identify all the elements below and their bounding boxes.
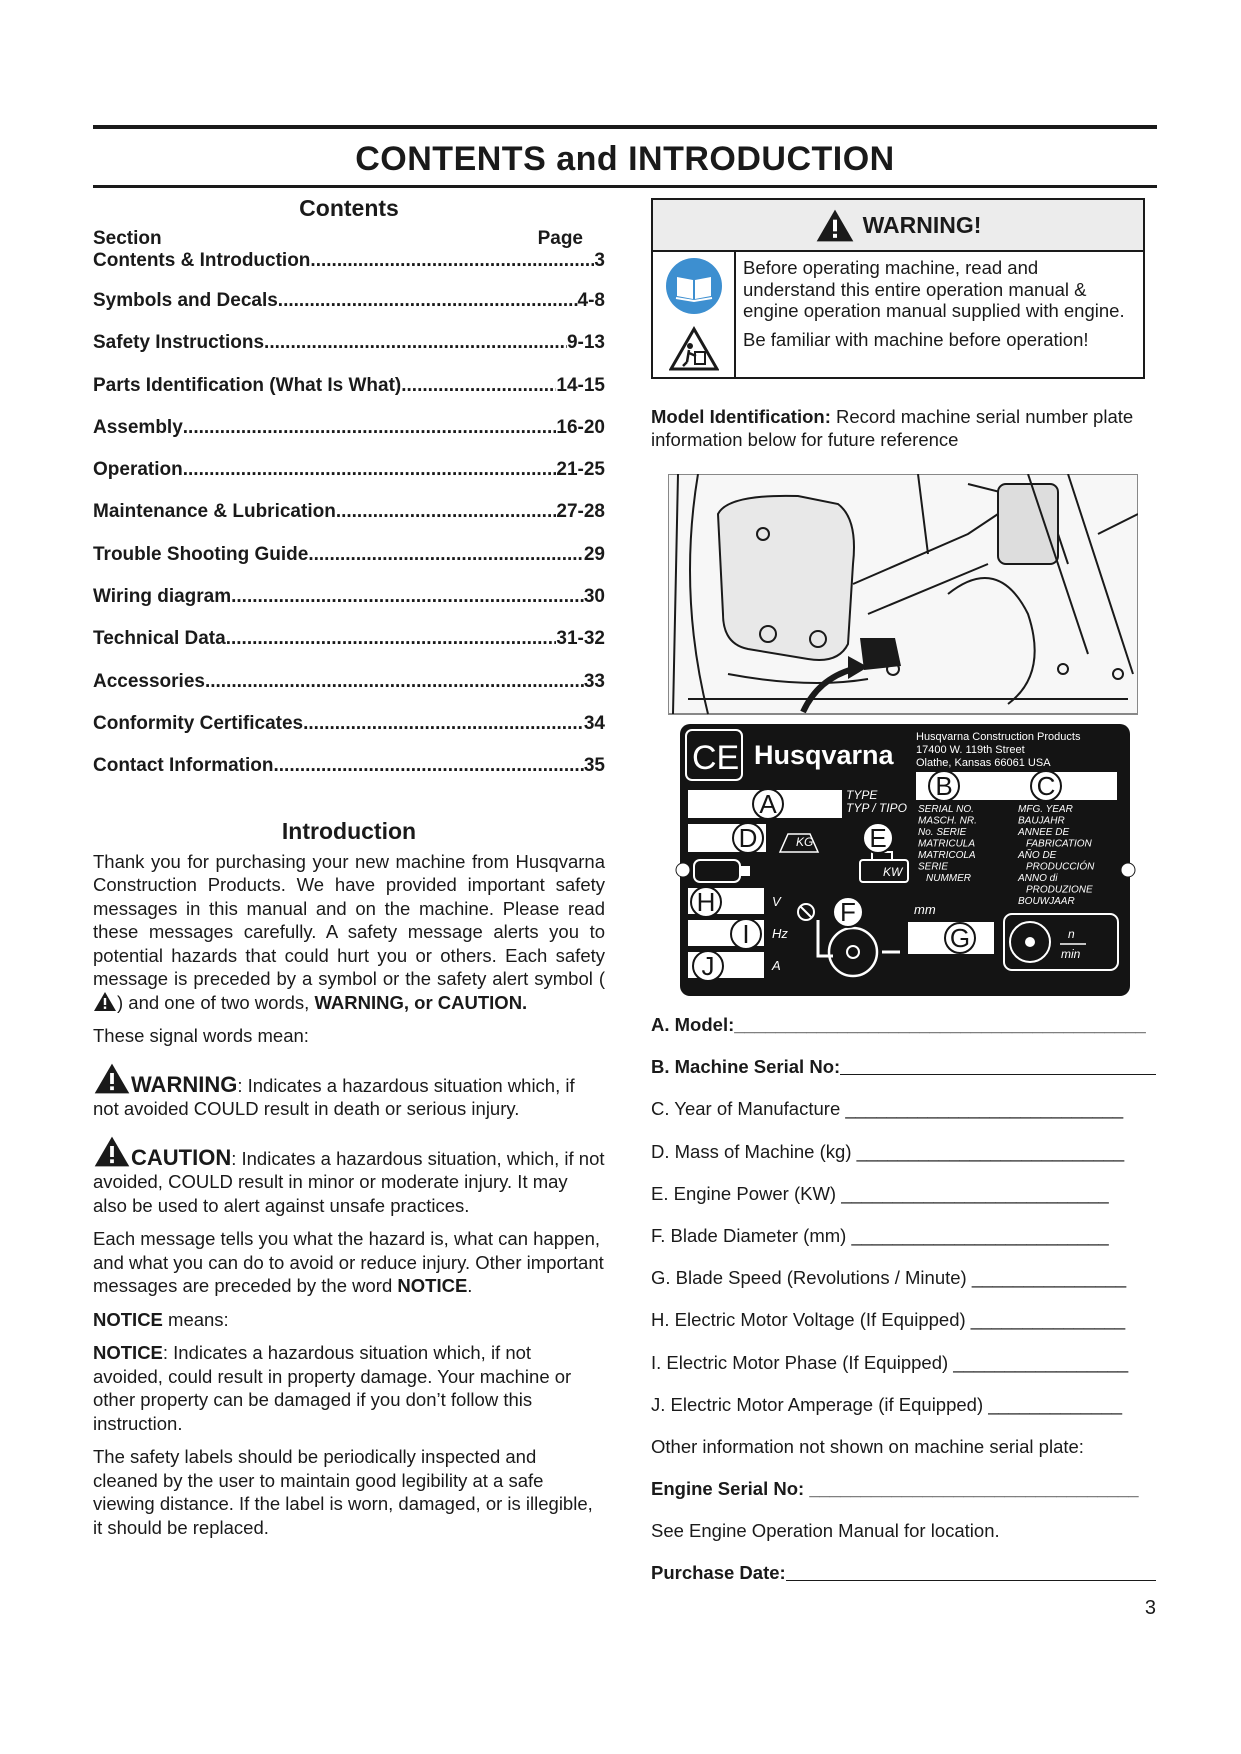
- toc-item-page: 16-20: [556, 416, 605, 438]
- serial-field-label: F. Blade Diameter (mm): [651, 1224, 852, 1246]
- serial-field-label: I. Electric Motor Phase (If Equipped): [651, 1351, 954, 1373]
- serial-field-blank[interactable]: __________________________: [856, 1140, 1125, 1162]
- serial-field-row: [651, 1224, 1156, 1266]
- plate-letter: A: [759, 789, 777, 819]
- plate-kw-label: KW: [883, 865, 903, 879]
- intro-paragraph: Thank you for purchasing your new machine from Husqvarna Construction Products. We have provided important safety messages in this manual and on the machine. Please read these messages carefully. A safety message alerts you to potential hazards that could hurt you or others. Each safety message is preceded by a symbol or the safety alert symbol () and one of two words, WARNING, or CAUTION.: [93, 850, 605, 1013]
- serial-field-row: [651, 1140, 1156, 1182]
- toc-item-page: 29: [583, 543, 605, 565]
- serial-field-blank[interactable]: __________________________: [841, 1182, 1109, 1204]
- serial-field-label: G. Blade Speed (Revolutions / Minute): [651, 1267, 972, 1289]
- serial-field-blank[interactable]: ________________________________________: [734, 1014, 1146, 1035]
- title-underline: [93, 185, 1157, 188]
- toc-item[interactable]: [93, 375, 605, 417]
- notice-intro-paragraph: Each message tells you what the hazard is, what can happen, and what you can do to avoid or reduce injury. Other important messages are preceded by the word NOTICE.: [93, 1228, 604, 1296]
- serial-field-blank[interactable]: _____________: [988, 1393, 1123, 1415]
- serial-field-label: H. Electric Motor Voltage (If Equipped): [651, 1309, 971, 1331]
- serial-field-blank[interactable]: _______________: [970, 1309, 1126, 1331]
- serial-field-label: B. Machine Serial No:: [651, 1056, 841, 1078]
- toc-leader-dots: [303, 713, 584, 735]
- toc-item[interactable]: [93, 501, 605, 543]
- toc-item[interactable]: [93, 544, 605, 586]
- toc-item-label: Trouble Shooting Guide: [93, 543, 309, 565]
- toc-item-page: 31-32: [556, 628, 605, 650]
- introduction-title: Introduction: [281, 818, 417, 844]
- plate-hz-label: Hz: [772, 926, 788, 941]
- toc-item-page: 27-28: [556, 501, 605, 523]
- serial-field-label: Purchase Date:: [651, 1562, 786, 1584]
- warning-alert-icon: [93, 1062, 131, 1095]
- plate-letter: E: [869, 823, 887, 853]
- toc-item-page: 9-13: [566, 332, 605, 354]
- serial-field-blank[interactable]: ________________________________: [809, 1478, 1139, 1500]
- warning-text-familiar: Be familiar with machine before operation!: [743, 328, 1089, 350]
- toc-leader-dots: [183, 459, 557, 481]
- plate-min-label: min: [1061, 947, 1081, 961]
- toc-item[interactable]: [93, 671, 605, 713]
- serial-field-label: Engine Serial No:: [651, 1478, 810, 1500]
- svg-text:MFG. YEARBAUJAHRANNEE DEFABRIC: MFG. YEAR BAUJAHR ANNEE DE FABRICATION AÑO DE PRODUCCIÓN ANNO di PRODUZIONE BOUWJAAR: [1018, 804, 1095, 907]
- serial-field-label: A. Model:: [651, 1014, 735, 1035]
- toc-header: [93, 228, 605, 250]
- toc-leader-dots: [336, 501, 557, 523]
- introduction: [93, 820, 605, 1549]
- toc-item[interactable]: [93, 417, 605, 459]
- warning-definition: WARNING: Indicates a hazardous situation which, if not avoided COULD result in death or serious injury.: [93, 1062, 605, 1121]
- toc-item-label: Symbols and Decals: [93, 290, 278, 311]
- toc-item[interactable]: [93, 332, 605, 374]
- contents-title: Contents: [299, 195, 399, 221]
- toc-item-page: 34: [583, 712, 605, 734]
- serial-field-blank[interactable]: _______________: [971, 1267, 1127, 1289]
- brand-logo: Husqvarna: [754, 740, 894, 770]
- toc-item-label: Operation: [93, 459, 183, 481]
- warning-text-read: Before operating machine, read and understand this entire operation manual & engine operation manual supplied with engine.: [743, 257, 1125, 321]
- toc-item-label: Assembly: [93, 416, 183, 438]
- section-header: Section: [93, 228, 162, 249]
- notice-definition: NOTICE: Indicates a hazardous situation which, if not avoided, could result in property damage. Your machine or other property can be damaged if you don’t follow this instruction.: [93, 1342, 572, 1434]
- safety-alert-icon: [93, 991, 117, 1012]
- serial-field-row: [651, 1435, 1156, 1477]
- ce-mark: CE: [692, 739, 740, 777]
- toc-item[interactable]: [93, 459, 605, 501]
- plate-type-label: TYPE TYP / TIPO: [846, 788, 907, 815]
- serial-field-row: [651, 1519, 1156, 1561]
- plate-street: 17400 W. 119th Street: [916, 744, 1025, 756]
- plate-mm-label: mm: [914, 902, 936, 917]
- serial-field-blank[interactable]: _________________________: [851, 1224, 1109, 1246]
- toc-item[interactable]: [93, 250, 605, 276]
- toc-item-label: Technical Data: [93, 628, 226, 650]
- caution-alert-icon: [93, 1135, 131, 1168]
- toc-item-label: Conformity Certificates: [93, 712, 304, 734]
- serial-field-row: [651, 1351, 1156, 1393]
- toc-leader-dots: [278, 290, 578, 312]
- toc-item-label: Parts Identification (What Is What): [93, 374, 402, 396]
- plate-letter: B: [935, 771, 953, 801]
- plate-city: Olathe, Kansas 66061 USA: [916, 757, 1051, 769]
- toc-item-page: 14-15: [556, 374, 605, 396]
- toc-leader-dots: [183, 417, 557, 439]
- serial-field-row: [651, 1055, 1156, 1097]
- plate-location-marker: [860, 638, 901, 670]
- serial-field-row: [651, 1308, 1156, 1350]
- machine-illustration: [668, 474, 1138, 714]
- toc-item[interactable]: [93, 628, 605, 670]
- operator-warning-icon: [669, 326, 719, 372]
- toc-leader-dots: [226, 628, 557, 650]
- toc-leader-dots: [231, 586, 584, 608]
- warning-title: WARNING!: [862, 211, 982, 238]
- toc-leader-dots: [310, 250, 594, 272]
- toc-leader-dots: [308, 544, 584, 566]
- serial-field-row: [651, 1561, 1156, 1603]
- plate-kg-label: KG: [796, 835, 814, 849]
- warning-triangle-icon: [815, 208, 855, 243]
- toc-item-label: Contact Information: [93, 755, 274, 777]
- page-header: Page: [537, 228, 583, 249]
- svg-text:SERIAL NO.MASCH. NR.No. SERIEM: SERIAL NO. MASCH. NR. No. SERIE MATRICULA MATRICOLA SERIE NUMMER: [918, 804, 977, 884]
- plate-letter: D: [738, 823, 758, 853]
- plate-letter: G: [949, 923, 971, 953]
- toc-item-label: Wiring diagram: [93, 586, 232, 608]
- toc-item-label: Safety Instructions: [93, 332, 265, 354]
- notice-means: NOTICE means:: [93, 1308, 229, 1330]
- serial-field-row: [651, 1182, 1156, 1224]
- serial-field-row: [651, 1013, 1156, 1055]
- plate-letter: I: [742, 919, 750, 949]
- toc-item-page: 33: [583, 670, 605, 692]
- toc-leader-dots: [401, 375, 556, 397]
- toc-item-page: 21-25: [556, 459, 605, 481]
- serial-plate: [676, 724, 1135, 996]
- plate-letter: C: [1036, 771, 1056, 801]
- table-of-contents: [93, 195, 605, 798]
- plate-company: Husqvarna Construction Products: [916, 731, 1081, 743]
- read-manual-icon: [665, 257, 723, 315]
- toc-leader-dots: [274, 755, 584, 777]
- serial-plate-figure: [668, 474, 1138, 1004]
- plate-letter: J: [701, 951, 715, 981]
- serial-field-blank[interactable]: [840, 1058, 1156, 1075]
- serial-field-row: [651, 1393, 1156, 1435]
- toc-item-label: Maintenance & Lubrication: [93, 501, 336, 523]
- warning-icons: [653, 252, 736, 377]
- signal-words-intro: These signal words mean:: [93, 1025, 309, 1046]
- toc-item-page: 30: [583, 586, 605, 608]
- toc-item[interactable]: [93, 586, 605, 628]
- toc-leader-dots: [205, 671, 584, 693]
- warning-box: [651, 198, 1145, 379]
- plate-n-label: n: [1068, 927, 1075, 941]
- serial-field-label: D. Mass of Machine (kg): [651, 1140, 857, 1162]
- serial-field-row: [651, 1477, 1156, 1519]
- serial-field-label: See Engine Operation Manual for location.: [651, 1520, 1000, 1542]
- serial-field-label: Other information not shown on machine serial plate:: [651, 1435, 1084, 1457]
- safety-labels-paragraph: The safety labels should be periodically inspected and cleaned by the user to maintain good legibility at a safe viewing distance. If the label is worn, damaged, or is illegible, it should be replaced.: [93, 1446, 593, 1538]
- plate-v-label: V: [772, 894, 781, 909]
- plate-letter: H: [696, 887, 716, 917]
- serial-field-blank[interactable]: ___________________________: [845, 1098, 1124, 1120]
- model-identification: Model Identification: Record machine serial number plate information below for future reference: [651, 406, 1134, 450]
- serial-field-blank[interactable]: _________________: [953, 1351, 1129, 1373]
- toc-item-label: Contents & Introduction: [93, 250, 311, 271]
- warning-text: [743, 257, 1133, 357]
- top-rule: [93, 125, 1157, 129]
- serial-field-label: C. Year of Manufacture: [651, 1098, 846, 1120]
- serial-field-blank[interactable]: [786, 1564, 1156, 1581]
- page-title: CONTENTS and INTRODUCTION: [355, 140, 895, 178]
- serial-field-label: J. Electric Motor Amperage (if Equipped): [651, 1393, 989, 1415]
- caution-definition: CAUTION: Indicates a hazardous situation, which, if not avoided, COULD result in minor or moderate injury. It may also be used to alert against unsafe practices.: [93, 1135, 605, 1218]
- toc-item-page: 35: [583, 755, 605, 777]
- toc-item[interactable]: [93, 755, 605, 797]
- toc-item-page: 4-8: [577, 290, 605, 311]
- toc-item-page: 3: [594, 250, 605, 271]
- toc-leader-dots: [264, 332, 567, 354]
- toc-item[interactable]: [93, 290, 605, 332]
- serial-field-row: [651, 1266, 1156, 1308]
- serial-plate-fields: [651, 1013, 1156, 1604]
- plate-letter: F: [840, 897, 856, 927]
- plate-a-label: A: [772, 958, 781, 973]
- toc-item-label: Accessories: [93, 670, 205, 692]
- serial-field-row: [651, 1097, 1156, 1139]
- toc-item[interactable]: [93, 713, 605, 755]
- page-number: 3: [1144, 1597, 1156, 1619]
- serial-field-label: E. Engine Power (KW): [651, 1182, 842, 1204]
- warning-header: [653, 200, 1143, 252]
